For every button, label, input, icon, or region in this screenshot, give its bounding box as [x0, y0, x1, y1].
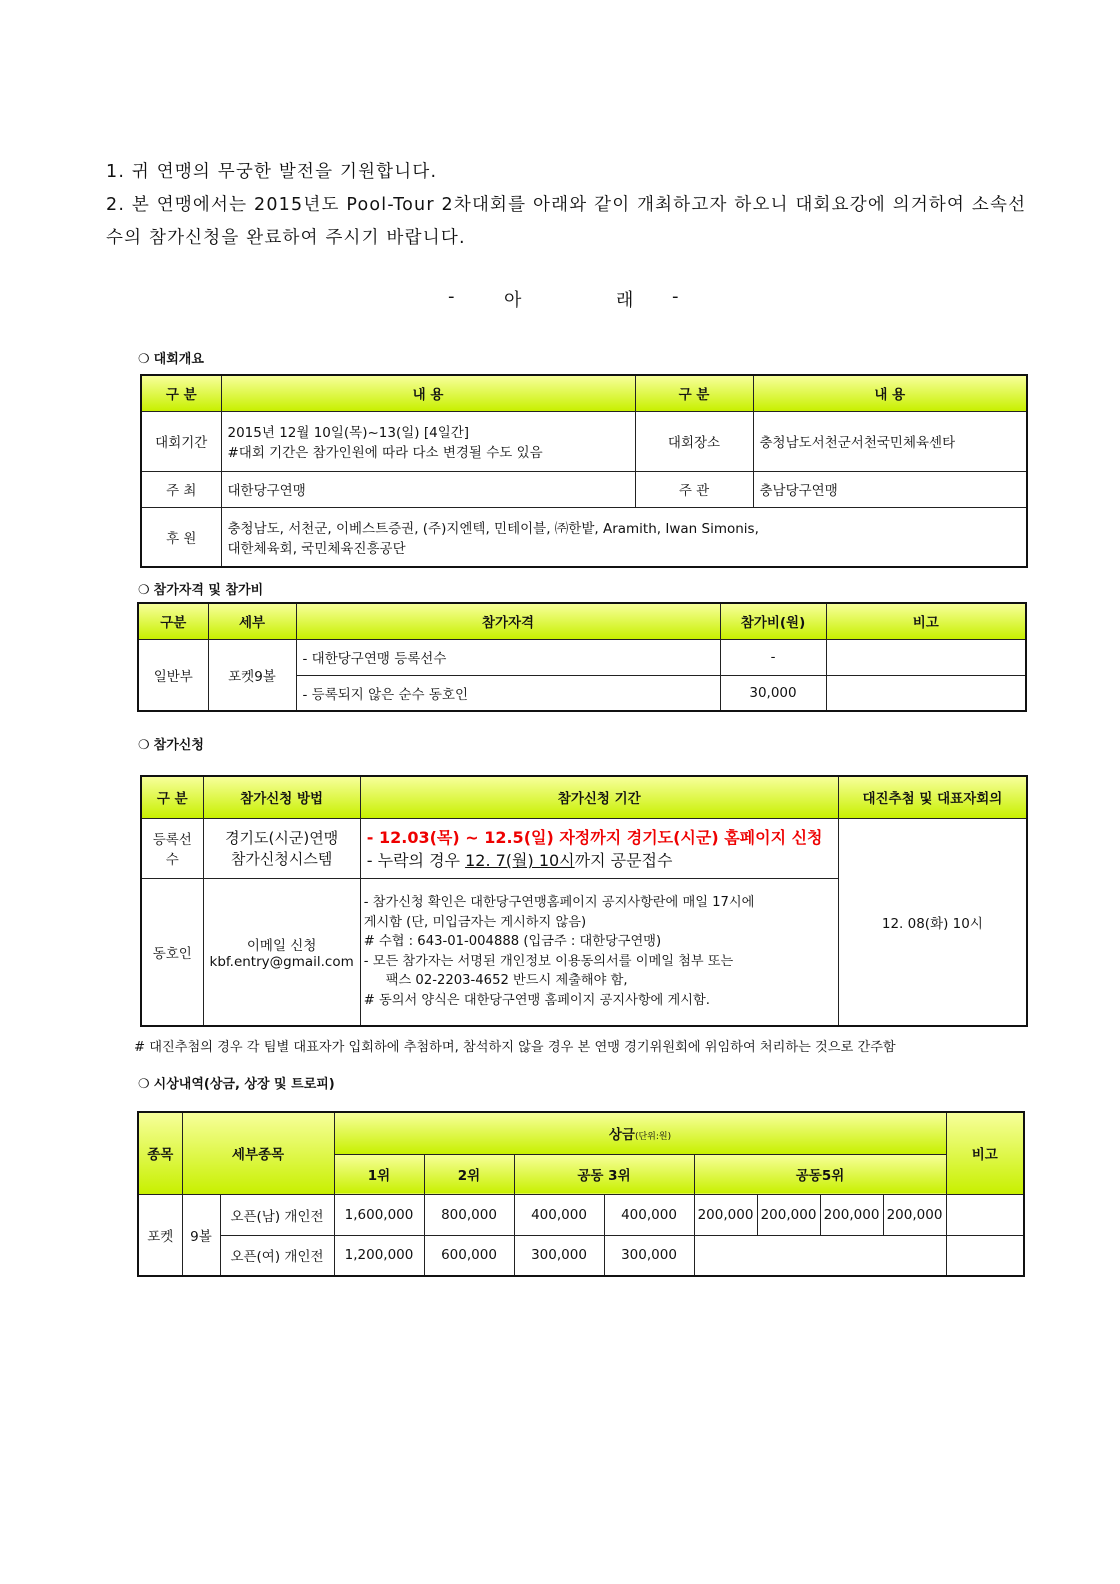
header-cell: 내 용	[221, 375, 635, 411]
venue-value: 충청남도서천군서천국민체육센타	[753, 411, 1027, 471]
prize-cell: 1,200,000	[334, 1235, 424, 1276]
empty-cell	[694, 1235, 946, 1276]
header-cell: 세부	[208, 603, 296, 639]
header-cell: 세부종목	[182, 1112, 334, 1194]
sub-cell: 9볼	[182, 1194, 220, 1276]
division-cell: 일반부	[138, 639, 208, 711]
amateur-period: - 참가신청 확인은 대한당구연맹홈페이지 공지사항란에 매일 17시에 게시함 (단, 미입금자는 게시하지 않음) # 수협 : 643-01-004888 (입금주 : 대한당구연맹) - 모든 참가자는 서명된 개인정보 이용동의서를 이메일 첨부 또는 팩스 02-2203-4652 반드시 제출해야 함, # 동의서 양식은 대한당구연맹 홈페이지 공지사항에 게시함.	[360, 878, 838, 1026]
note-cell	[946, 1194, 1024, 1235]
ahre-dash: -	[672, 286, 679, 307]
prize-cell: 600,000	[424, 1235, 514, 1276]
header-cell: 대진추첨 및 대표자회의	[838, 776, 1027, 818]
section-title-application: ❍ 참가신청	[138, 738, 204, 753]
award-row-name: 오픈(여) 개인전	[220, 1235, 334, 1276]
prize-cell: 200,000	[883, 1194, 946, 1235]
organizer-label: 주 관	[635, 471, 753, 507]
header-cell: 내 용	[753, 375, 1027, 411]
host-value: 대한당구연맹	[221, 471, 635, 507]
intro-line-1: 1. 귀 연맹의 무궁한 발전을 기원합니다.	[106, 162, 438, 182]
section-title-awards: ❍ 시상내역(상금, 상장 및 트로피)	[138, 1077, 335, 1092]
ahre-dash: -	[448, 286, 455, 307]
note-cell	[946, 1235, 1024, 1276]
qualification-cell: - 대한당구연맹 등록선수	[296, 639, 720, 675]
prize-cell: 200,000	[820, 1194, 883, 1235]
fee-cell: 30,000	[720, 675, 826, 711]
prize-cell: 200,000	[694, 1194, 757, 1235]
award-row-name: 오픈(남) 개인전	[220, 1194, 334, 1235]
note-cell	[826, 639, 1026, 675]
header-cell: 2위	[424, 1154, 514, 1194]
section-title-eligibility: ❍ 참가자격 및 참가비	[138, 583, 264, 598]
event-cell: 포켓	[138, 1194, 182, 1276]
header-cell: 공동5위	[694, 1154, 946, 1194]
header-cell: 비고	[826, 603, 1026, 639]
ahre-a: 아	[504, 290, 522, 311]
eligibility-table	[137, 602, 1027, 712]
ahre-rae: 래	[616, 290, 634, 311]
sponsor-value: 충청남도, 서천군, 이베스트증권, (주)지엔텍, 민테이블, ㈜한밭, Aramith, Iwan Simonis, 대한체육회, 국민체육진흥공단	[221, 507, 1027, 567]
prize-cell: 1,600,000	[334, 1194, 424, 1235]
amateur-label: 동호인	[141, 878, 203, 1026]
fee-cell: -	[720, 639, 826, 675]
awards-table	[137, 1111, 1025, 1277]
header-cell: 참가신청 방법	[203, 776, 360, 818]
event-cell: 포켓9볼	[208, 639, 296, 711]
venue-label: 대회장소	[635, 411, 753, 471]
amateur-method: 이메일 신청 kbf.entry@gmail.com	[203, 878, 360, 1026]
period-value: 2015년 12월 10일(목)~13(일) [4일간] #대회 기간은 참가인원에 따라 다소 변경될 수도 있음	[221, 411, 635, 471]
qualification-cell: - 등록되지 않은 순수 동호인	[296, 675, 720, 711]
header-cell: 참가신청 기간	[360, 776, 838, 818]
prize-cell: 400,000	[604, 1194, 694, 1235]
registered-label: 등록선수	[141, 818, 203, 878]
organizer-value: 충남당구연맹	[753, 471, 1027, 507]
prize-cell: 200,000	[757, 1194, 820, 1235]
header-cell: 종목	[138, 1112, 182, 1194]
header-cell: 1위	[334, 1154, 424, 1194]
header-cell: 공동 3위	[514, 1154, 694, 1194]
prize-cell: 400,000	[514, 1194, 604, 1235]
email-link[interactable]: kbf.entry@gmail.com	[209, 953, 354, 970]
header-prize: 상금(단위:원)	[334, 1112, 946, 1154]
header-cell: 구분	[138, 603, 208, 639]
header-cell: 구 분	[141, 375, 221, 411]
prize-cell: 300,000	[514, 1235, 604, 1276]
draw-note: # 대진추첨의 경우 각 팀별 대표자가 입회하에 추첨하며, 참석하지 않을 경우 본 연맹 경기위원회에 위임하여 처리하는 것으로 간주함	[134, 1040, 896, 1055]
header-cell: 참가자격	[296, 603, 720, 639]
sponsor-label: 후 원	[141, 507, 221, 567]
header-cell: 참가비(원)	[720, 603, 826, 639]
registered-period: - 12.03(목) ~ 12.5(일) 자정까지 경기도(시군) 홈페이지 신청 - 누락의 경우 12. 7(월) 10시까지 공문접수	[360, 818, 838, 878]
overview-table	[140, 374, 1028, 568]
period-label: 대회기간	[141, 411, 221, 471]
intro-text	[106, 156, 1036, 255]
header-cell: 비고	[946, 1112, 1024, 1194]
section-title-overview: ❍ 대회개요	[138, 352, 204, 367]
prize-cell: 800,000	[424, 1194, 514, 1235]
application-table	[140, 775, 1028, 1027]
header-cell: 구 분	[635, 375, 753, 411]
header-cell: 구 분	[141, 776, 203, 818]
registered-method: 경기도(시군)연맹 참가신청시스템	[203, 818, 360, 878]
prize-cell: 300,000	[604, 1235, 694, 1276]
host-label: 주 최	[141, 471, 221, 507]
draw-time: 12. 08(화) 10시	[838, 818, 1027, 1026]
note-cell	[826, 675, 1026, 711]
intro-line-2: 2. 본 연맹에서는 2015년도 Pool-Tour 2차대회를 아래와 같이 개최하고자 하오니 대회요강에 의거하여 소속선수의 참가신청을 완료하여 주시기 바랍니다.	[106, 195, 1027, 248]
